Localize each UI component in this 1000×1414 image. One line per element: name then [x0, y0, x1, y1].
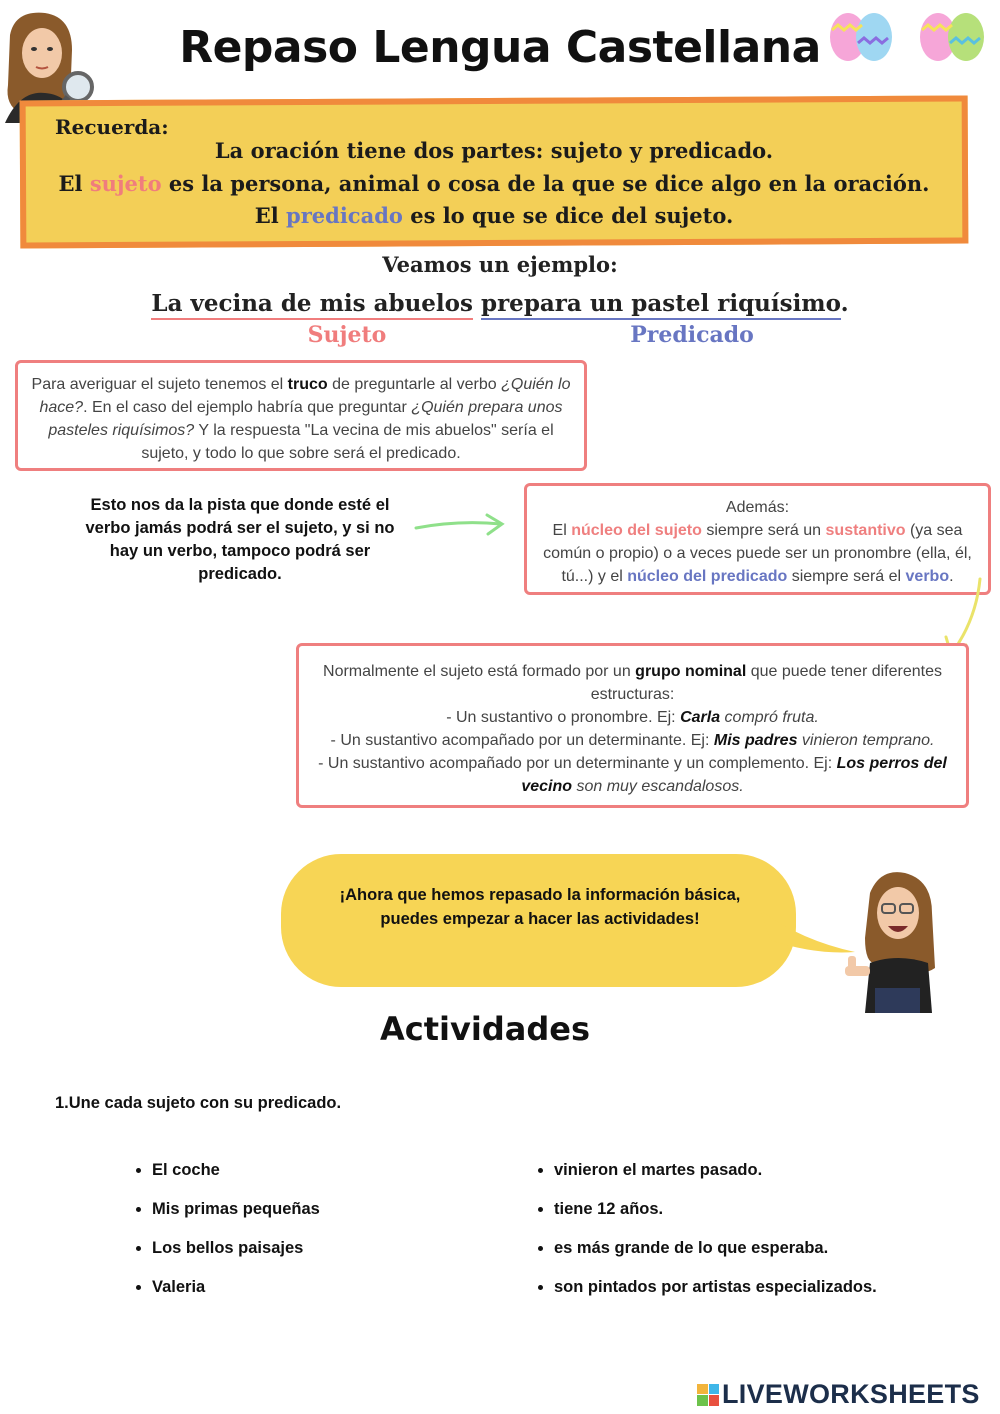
ejemplo-sujeto: La vecina de mis abuelos: [151, 290, 473, 320]
label-predicado: Predicado: [630, 322, 754, 348]
recuerda-line-1: La oración tiene dos partes: sujeto y predicado.: [214, 138, 774, 163]
recuerda-line-2: El sujeto es la persona, animal o cosa de la que se dice algo en la oración.: [58, 171, 930, 196]
recuerda-line-3: El predicado es lo que se dice del sujeto.: [254, 203, 734, 228]
ejemplo-predicado: prepara un pastel riquísimo: [481, 290, 841, 320]
predicado-item[interactable]: • es más grande de lo que esperaba.: [554, 1238, 877, 1277]
sujeto-item[interactable]: • Mis primas pequeñas: [152, 1199, 320, 1238]
actividades-title: Actividades: [380, 1010, 590, 1048]
avatar-thumbs-up-icon: [840, 868, 950, 1013]
sujeto-item[interactable]: • El coche: [152, 1160, 320, 1199]
label-sujeto: Sujeto: [307, 322, 387, 348]
actividad-1-instruction: 1.Une cada sujeto con su predicado.: [55, 1094, 342, 1112]
predicado-item[interactable]: • vinieron el martes pasado.: [554, 1160, 877, 1199]
easter-eggs-icon: [828, 5, 998, 65]
predicado-highlight: predicado: [286, 203, 403, 228]
ejemplo-sentence: La vecina de mis abuelos prepara un pastel riquísimo.: [0, 290, 1000, 317]
nucleo-box: Además: El núcleo del sujeto siempre será un sustantivo (ya sea común o propio) o a veces puede ser un pronombre (ella, él, tú...) y el núcleo del predicado siempre será el verbo.: [524, 483, 991, 595]
liveworksheets-logo: LIVEWORKSHEETS: [697, 1379, 980, 1410]
recuerda-label: Recuerda:: [55, 115, 169, 139]
sujeto-item[interactable]: • Valeria: [152, 1277, 320, 1316]
sujeto-highlight: sujeto: [89, 171, 162, 196]
truco-box: Para averiguar el sujeto tenemos el truco de preguntarle al verbo ¿Quién lo hace?. En el caso del ejemplo habría que preguntar ¿Quién prepara unos pasteles riquísimos? Y la respuesta "La vecina de mis abuelos" sería el sujeto, y todo lo que sobre será el predicado.: [15, 360, 587, 471]
sujeto-item[interactable]: • Los bellos paisajes: [152, 1238, 320, 1277]
liveworksheets-icon: [697, 1384, 719, 1406]
predicados-list: [532, 1160, 877, 1316]
arrow-right-icon: [413, 510, 508, 542]
grupo-nominal-box: Normalmente el sujeto está formado por un grupo nominal que puede tener diferentes estructuras: - Un sustantivo o pronombre. Ej: Carla compró fruta. - Un sustantivo acompañado por un determinante. Ej: Mis padres vinieron temprano. - Un sustantivo acompañado por un determinante y un complemento. Ej: Los perros del vecino son muy escandalosos.: [296, 643, 969, 808]
predicado-item[interactable]: • son pintados por artistas especializados.: [554, 1277, 877, 1316]
predicado-item[interactable]: • tiene 12 años.: [554, 1199, 877, 1238]
pista-text: Esto nos da la pista que donde esté el verbo jamás podrá ser el sujeto, y si no hay un verbo, tampoco podrá ser predicado.: [85, 496, 395, 583]
bubble-text: ¡Ahora que hemos repasado la información básica, puedes empezar a hacer las actividades!: [339, 886, 741, 928]
sujetos-list: [130, 1160, 320, 1316]
page-title: Repaso Lengua Castellana: [179, 22, 821, 73]
ejemplo-heading: Veamos un ejemplo:: [382, 252, 618, 277]
